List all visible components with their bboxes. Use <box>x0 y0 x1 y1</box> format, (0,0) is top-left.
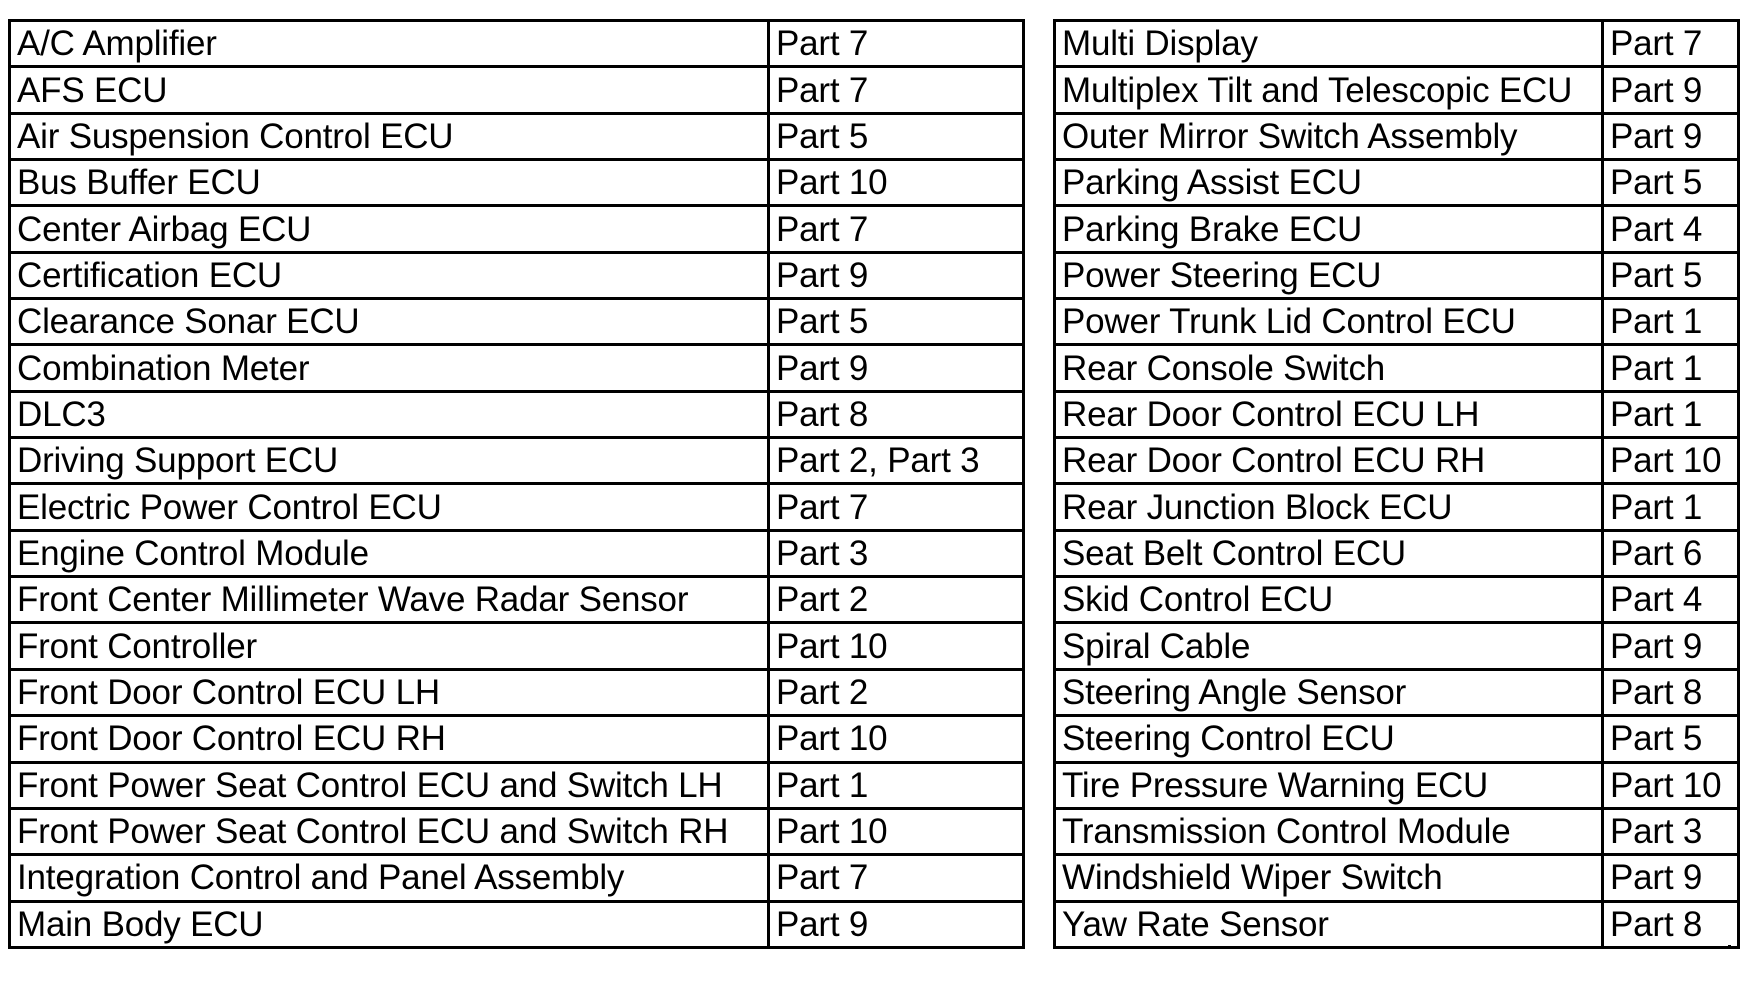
component-name-cell: DLC3 <box>10 391 769 437</box>
table-row <box>10 716 1024 762</box>
table-row <box>10 299 1024 345</box>
part-reference-cell: Part 1 <box>1603 391 1739 437</box>
component-name-cell: Bus Buffer ECU <box>10 160 769 206</box>
corner-mark <box>1728 945 1731 948</box>
part-reference-cell: Part 5 <box>769 113 1024 159</box>
component-name-cell: Yaw Rate Sensor <box>1055 901 1603 947</box>
component-name-cell: Certification ECU <box>10 252 769 298</box>
table-row <box>10 623 1024 669</box>
part-reference-cell: Part 7 <box>769 855 1024 901</box>
part-reference-cell: Part 9 <box>1603 855 1739 901</box>
table-row <box>10 252 1024 298</box>
part-reference-cell: Part 3 <box>769 530 1024 576</box>
table-row <box>1055 391 1739 437</box>
part-reference-cell: Part 10 <box>1603 438 1739 484</box>
component-name-cell: A/C Amplifier <box>10 21 769 67</box>
table-row <box>10 160 1024 206</box>
table-row <box>1055 623 1739 669</box>
table-row <box>10 67 1024 113</box>
part-reference-cell: Part 7 <box>769 21 1024 67</box>
component-name-cell: AFS ECU <box>10 67 769 113</box>
component-name-cell: Tire Pressure Warning ECU <box>1055 762 1603 808</box>
table-row <box>10 901 1024 947</box>
table-row <box>1055 21 1739 67</box>
table-row <box>1055 762 1739 808</box>
component-name-cell: Rear Door Control ECU RH <box>1055 438 1603 484</box>
part-reference-cell: Part 5 <box>1603 160 1739 206</box>
table-row <box>1055 855 1739 901</box>
part-reference-cell: Part 7 <box>1603 21 1739 67</box>
column-gap <box>1025 19 1053 949</box>
table-row <box>1055 577 1739 623</box>
table-row <box>1055 206 1739 252</box>
table-row <box>1055 438 1739 484</box>
part-reference-cell: Part 1 <box>1603 345 1739 391</box>
table-row <box>1055 345 1739 391</box>
part-reference-cell: Part 1 <box>769 762 1024 808</box>
right-index-body <box>1055 21 1739 948</box>
component-name-cell: Front Door Control ECU RH <box>10 716 769 762</box>
part-reference-cell: Part 7 <box>769 484 1024 530</box>
component-name-cell: Rear Door Control ECU LH <box>1055 391 1603 437</box>
part-reference-cell: Part 6 <box>1603 530 1739 576</box>
part-reference-cell: Part 9 <box>769 252 1024 298</box>
table-row <box>10 438 1024 484</box>
table-row <box>10 484 1024 530</box>
part-reference-cell: Part 9 <box>769 901 1024 947</box>
table-row <box>1055 669 1739 715</box>
table-row <box>1055 299 1739 345</box>
table-row <box>1055 160 1739 206</box>
part-reference-cell: Part 7 <box>769 67 1024 113</box>
component-name-cell: Combination Meter <box>10 345 769 391</box>
component-name-cell: Engine Control Module <box>10 530 769 576</box>
component-name-cell: Parking Assist ECU <box>1055 160 1603 206</box>
part-reference-cell: Part 10 <box>769 808 1024 854</box>
part-reference-cell: Part 5 <box>1603 716 1739 762</box>
component-name-cell: Integration Control and Panel Assembly <box>10 855 769 901</box>
part-reference-cell: Part 1 <box>1603 484 1739 530</box>
part-reference-cell: Part 10 <box>769 623 1024 669</box>
part-reference-cell: Part 10 <box>769 160 1024 206</box>
component-name-cell: Front Controller <box>10 623 769 669</box>
table-row <box>10 669 1024 715</box>
table-row <box>10 577 1024 623</box>
component-name-cell: Main Body ECU <box>10 901 769 947</box>
part-reference-cell: Part 8 <box>1603 901 1739 947</box>
component-name-cell: Windshield Wiper Switch <box>1055 855 1603 901</box>
component-name-cell: Clearance Sonar ECU <box>10 299 769 345</box>
part-reference-cell: Part 8 <box>1603 669 1739 715</box>
part-reference-cell: Part 9 <box>1603 113 1739 159</box>
component-name-cell: Rear Console Switch <box>1055 345 1603 391</box>
component-name-cell: Rear Junction Block ECU <box>1055 484 1603 530</box>
table-row <box>1055 484 1739 530</box>
component-name-cell: Skid Control ECU <box>1055 577 1603 623</box>
component-name-cell: Transmission Control Module <box>1055 808 1603 854</box>
component-name-cell: Electric Power Control ECU <box>10 484 769 530</box>
part-reference-cell: Part 9 <box>1603 67 1739 113</box>
component-name-cell: Multiplex Tilt and Telescopic ECU <box>1055 67 1603 113</box>
component-name-cell: Front Center Millimeter Wave Radar Sensor <box>10 577 769 623</box>
component-name-cell: Front Power Seat Control ECU and Switch LH <box>10 762 769 808</box>
table-row <box>1055 901 1739 947</box>
part-reference-cell: Part 3 <box>1603 808 1739 854</box>
table-row <box>1055 67 1739 113</box>
table-row <box>10 21 1024 67</box>
part-reference-cell: Part 1 <box>1603 299 1739 345</box>
component-name-cell: Seat Belt Control ECU <box>1055 530 1603 576</box>
part-reference-cell: Part 9 <box>1603 623 1739 669</box>
ecu-part-index <box>8 19 1734 949</box>
component-name-cell: Power Steering ECU <box>1055 252 1603 298</box>
component-name-cell: Spiral Cable <box>1055 623 1603 669</box>
component-name-cell: Multi Display <box>1055 21 1603 67</box>
table-row <box>10 762 1024 808</box>
component-name-cell: Power Trunk Lid Control ECU <box>1055 299 1603 345</box>
table-row <box>10 855 1024 901</box>
component-name-cell: Front Door Control ECU LH <box>10 669 769 715</box>
part-reference-cell: Part 2 <box>769 669 1024 715</box>
left-index-table <box>8 19 1025 949</box>
component-name-cell: Driving Support ECU <box>10 438 769 484</box>
table-row <box>1055 113 1739 159</box>
part-reference-cell: Part 8 <box>769 391 1024 437</box>
part-reference-cell: Part 7 <box>769 206 1024 252</box>
part-reference-cell: Part 2 <box>769 577 1024 623</box>
part-reference-cell: Part 2, Part 3 <box>769 438 1024 484</box>
table-row <box>1055 530 1739 576</box>
component-name-cell: Front Power Seat Control ECU and Switch RH <box>10 808 769 854</box>
table-row <box>10 345 1024 391</box>
component-name-cell: Steering Angle Sensor <box>1055 669 1603 715</box>
part-reference-cell: Part 4 <box>1603 206 1739 252</box>
table-row <box>1055 252 1739 298</box>
part-reference-cell: Part 5 <box>769 299 1024 345</box>
component-name-cell: Outer Mirror Switch Assembly <box>1055 113 1603 159</box>
table-row <box>10 530 1024 576</box>
right-index-table <box>1053 19 1740 949</box>
part-reference-cell: Part 9 <box>769 345 1024 391</box>
component-name-cell: Steering Control ECU <box>1055 716 1603 762</box>
component-name-cell: Center Airbag ECU <box>10 206 769 252</box>
component-name-cell: Parking Brake ECU <box>1055 206 1603 252</box>
table-row <box>1055 808 1739 854</box>
part-reference-cell: Part 5 <box>1603 252 1739 298</box>
table-row <box>10 391 1024 437</box>
table-row <box>10 113 1024 159</box>
table-row <box>10 206 1024 252</box>
table-row <box>10 808 1024 854</box>
part-reference-cell: Part 10 <box>769 716 1024 762</box>
component-name-cell: Air Suspension Control ECU <box>10 113 769 159</box>
part-reference-cell: Part 10 <box>1603 762 1739 808</box>
table-row <box>1055 716 1739 762</box>
part-reference-cell: Part 4 <box>1603 577 1739 623</box>
left-index-body <box>10 21 1024 948</box>
